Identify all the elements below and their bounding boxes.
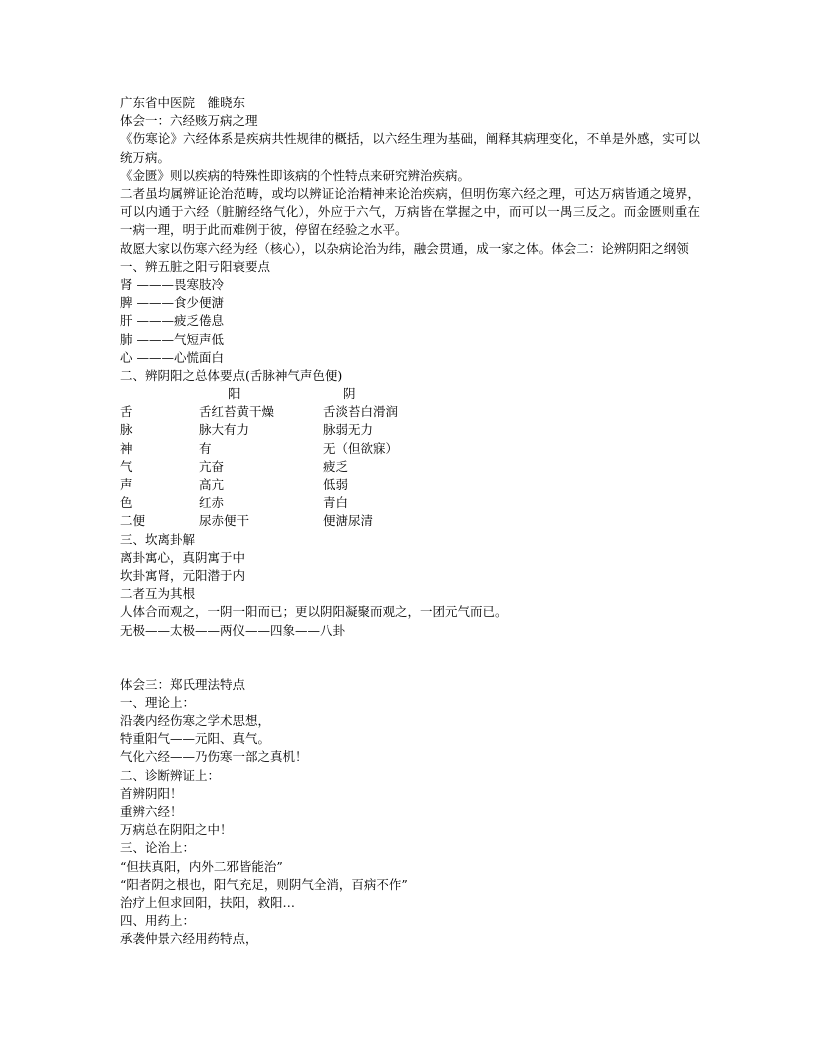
table-header-row (120, 385, 700, 403)
text-line: 坎卦寓肾，元阳潜于内 (120, 567, 246, 583)
text-line: 重辨六经！ (120, 804, 183, 820)
table-cell: 疲乏 (323, 458, 349, 474)
table-cell: 亢奋 (199, 458, 225, 474)
text-line: 二者互为其根 (120, 586, 196, 602)
table-cell: 脉弱无力 (323, 422, 374, 438)
text-line: 二、诊断辨证上： (120, 767, 221, 783)
text-line: “但扶真阳，内外二邪皆能治” (120, 858, 283, 874)
table-cell: 脉大有力 (199, 422, 250, 438)
table-cell: 舌淡苔白滑润 (323, 404, 399, 420)
table-cell: 舌 (120, 404, 133, 420)
table-cell: 舌红苔黄干燥 (199, 404, 275, 420)
text-line: 气化六经——乃伤寒一部之真机！ (120, 749, 308, 765)
table-row (120, 403, 700, 421)
organ-line: 肝 ———疲乏倦息 (120, 313, 224, 329)
text-line: 三、论治上： (120, 840, 196, 856)
organ-line: 肾 ———畏寒肢冷 (120, 276, 224, 292)
table-row (120, 440, 700, 458)
section2-subheading-3: 三、坎离卦解 (120, 531, 196, 547)
column-header-yin: 阴 (343, 386, 356, 402)
section2-subheading-1: 一、辨五脏之阳亏阳衰要点 (120, 258, 271, 274)
text-line: 离卦寓心，真阴寓于中 (120, 549, 246, 565)
organ-line: 脾 ———食少便溏 (120, 295, 224, 311)
text-line: 四、用药上： (120, 913, 196, 929)
table-cell: 色 (120, 495, 133, 511)
table-cell: 气 (120, 458, 133, 474)
table-cell: 二便 (120, 513, 146, 529)
table-cell: 尿赤便干 (199, 513, 250, 529)
text-line: “阳者阴之根也，阳气充足，则阴气全消，百病不作” (120, 876, 408, 892)
table-cell: 便溏尿清 (323, 513, 374, 529)
section1-paragraph-2: 《金匮》则以疾病的特殊性即该病的个性特点来研究辨治疾病。 (120, 167, 471, 183)
section1-paragraph-4: 故愿大家以伤寒六经为经（核心），以杂病论治为纬，融会贯通，成一家之体。体会二：论辨阴阳之纲领 (120, 240, 689, 256)
table-row (120, 494, 700, 512)
table-row (120, 421, 700, 439)
text-line: 沿袭内经伤寒之学术思想， (120, 713, 271, 729)
section2-subheading-2: 二、辨阴阳之总体要点(舌脉神气声色便) (120, 367, 343, 383)
text-line: 无极——太极——两仪——四象——八卦 (120, 622, 346, 638)
text-line: 特重阳气——元阳、真气。 (120, 731, 271, 747)
document-page (120, 94, 700, 949)
text-line: 一、理论上： (120, 694, 196, 710)
author-line: 广东省中医院 雒晓东 (120, 95, 246, 110)
column-header-yang: 阳 (228, 386, 241, 402)
table-cell: 有 (199, 440, 212, 456)
table-cell: 红赤 (199, 495, 225, 511)
section1-title: 体会一：六经赅万病之理 (120, 113, 258, 129)
organ-line: 心 ———心慌面白 (120, 349, 224, 365)
section1-paragraph-3: 二者虽均属辨证论治范畴，或均以辨证论治精神来论治疾病，但明伤寒六经之理，可达万病皆通之境界，可以内通于六经（脏腑经络气化），外应于六气，万病皆在掌握之中，而可以一禺三反之。而金匮则重在一病一理，明于此而难例于彼，停留在经验之水平。 (120, 185, 700, 238)
blank-gap (120, 640, 700, 676)
text-line: 承袭仲景六经用药特点， (120, 931, 258, 947)
table-cell: 脉 (120, 422, 133, 438)
text-line: 首辨阴阳！ (120, 785, 183, 801)
text-line: 人体合而观之，一阴一阳而已；更以阴阳凝聚而观之，一团元气而已。 (120, 604, 508, 620)
yin-yang-table (120, 385, 700, 531)
text-line: 治疗上但求回阳，扶阳，救阳… (120, 894, 296, 910)
table-cell: 青白 (323, 495, 349, 511)
section1-paragraph-1: 《伤寒论》六经体系是疾病共性规律的概括，以六经生理为基础，阐释其病理变化，不单是外感，实可以统万病。 (120, 131, 700, 165)
table-row (120, 512, 700, 530)
section3-title: 体会三：郑氏理法特点 (120, 676, 246, 692)
text-line: 万病总在阴阳之中！ (120, 822, 233, 838)
table-row (120, 476, 700, 494)
table-cell: 低弱 (323, 477, 349, 493)
table-cell: 神 (120, 440, 133, 456)
table-row (120, 458, 700, 476)
organ-line: 肺 ———气短声低 (120, 331, 224, 347)
table-cell: 声 (120, 477, 133, 493)
table-cell: 无（但欲寐） (323, 440, 399, 456)
table-cell: 高亢 (199, 477, 225, 493)
